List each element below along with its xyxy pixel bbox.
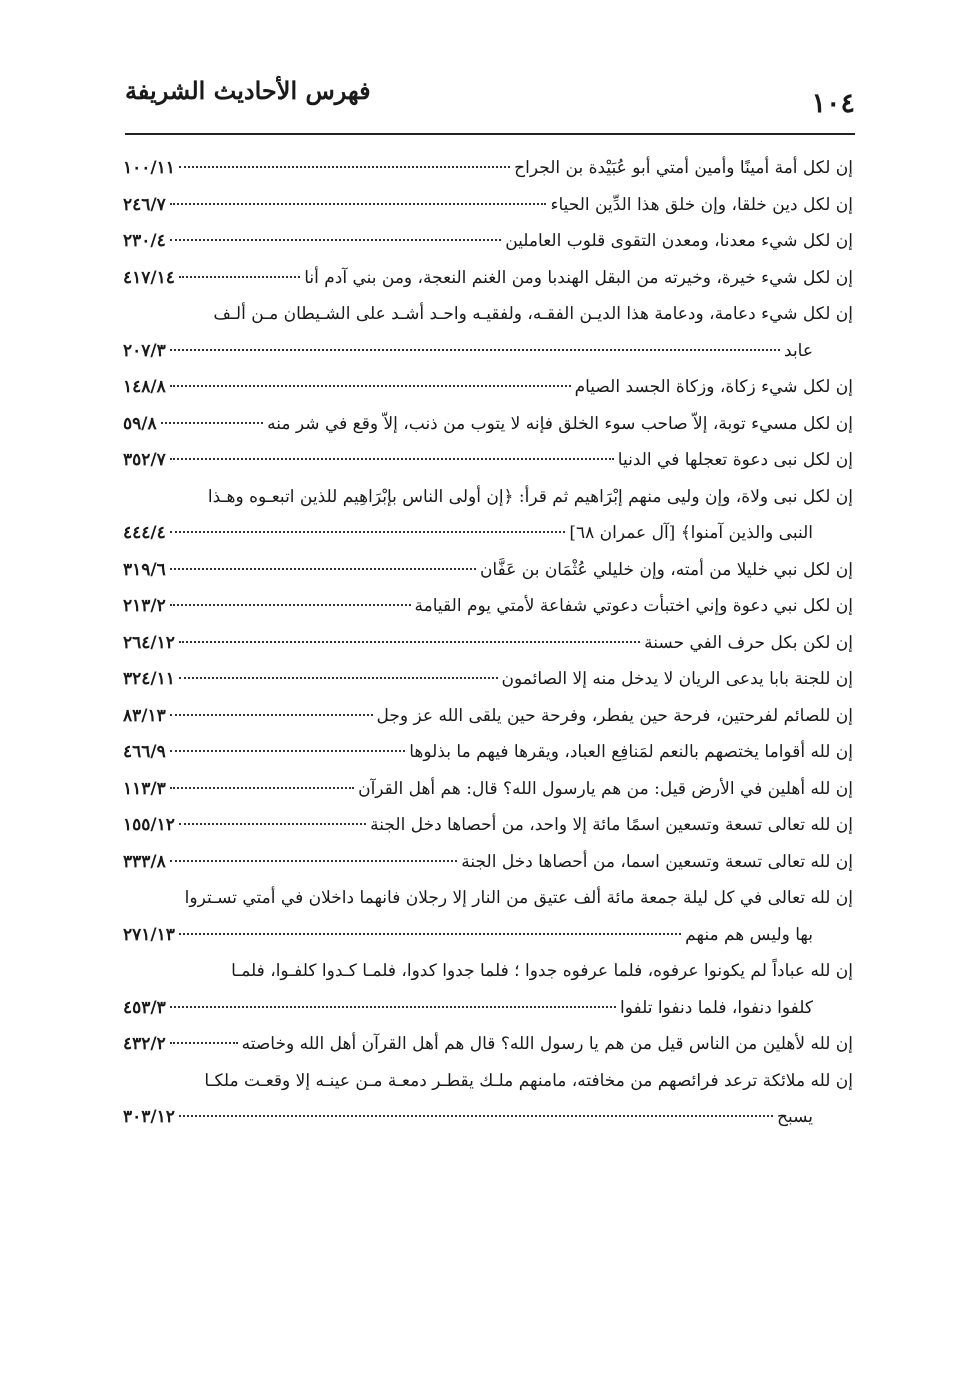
hadith-text: يسبح [776, 1107, 813, 1127]
index-entry [123, 771, 853, 808]
volume-page-reference: ٢٦٤/١٢ [123, 632, 175, 653]
entry-line [123, 698, 853, 735]
hadith-text: إن لله أقواما يختصهم بالنعم لمَنافِع العباد، ويقرها فيهم ما بذلوها [409, 742, 853, 762]
entry-line [123, 406, 853, 443]
page-number: ١٠٤ [811, 88, 855, 119]
entry-line [123, 223, 853, 260]
hadith-text: إن لله لأهلين من الناس قيل من هم يا رسول الله؟ قال هم أهل القرآن أهل الله وخاصته [241, 1034, 853, 1054]
leader-dots [161, 422, 264, 424]
volume-page-reference: ٢٠٧/٣ [123, 340, 166, 361]
index-entry [123, 479, 853, 552]
leader-dots [179, 641, 640, 643]
hadith-text: إن لكل شيء دعامة، ودعامة هذا الديـن الفقـه، ولفقيـه واحـد أشـد على الشـيطان مـن ألـف [213, 304, 853, 324]
volume-page-reference: ٣٢٤/١١ [123, 669, 175, 689]
volume-page-reference: ٣٠٣/١٢ [123, 1107, 175, 1127]
hadith-text: إن للصائم لفرحتين، فرحة حين يفطر، وفرحة حين يلقى الله عز وجل [376, 705, 853, 726]
entry-line [123, 187, 853, 224]
index-entry [123, 406, 853, 443]
leader-dots [170, 531, 566, 533]
entry-continuation-line [123, 990, 853, 1027]
hadith-text: إن لكل نبى ولاة، وإن وليى منهم إبْرَاهيم ثم قرأ: ﴿إن أولى الناس بإبْرَاهِيم للذين اتبعـوه وهـذا [207, 486, 853, 507]
entry-line [123, 953, 853, 990]
entry-line [123, 1026, 853, 1063]
index-entry [123, 698, 853, 735]
index-entry [123, 187, 853, 224]
index-entry [123, 369, 853, 406]
hadith-text: إن لكل نبي خليلا من أمته، وإن خليلي عُثْمَان بن عَفَّان [479, 559, 853, 580]
index-entry [123, 150, 853, 187]
leader-dots [170, 349, 780, 351]
leader-dots [170, 787, 354, 789]
hadith-text: إن لكل أمة أمينًا وأمين أمتي أبو عُبَيْدة بن الجراح [514, 158, 853, 178]
hadith-text: عابد [784, 340, 813, 361]
hadith-text: إن لكل مسيء توبة، إلاّ صاحب سوء الخلق فإنه لا يتوب من ذنب، إلاّ وقع في شر منه [267, 413, 853, 434]
leader-dots [179, 1115, 773, 1117]
hadith-text: إن لكل شيء زكاة، وزكاة الجسد الصيام [574, 377, 853, 397]
hadith-text: إن للجنة بابا يدعى الريان لا يدخل منه إلا الصائمون [501, 669, 853, 689]
hadith-text: إن لله تعالى في كل ليلة جمعة مائة ألف عتيق من النار إلا رجلان فانهما داخلان في أمتي تسـتروا [184, 888, 853, 908]
entry-continuation-line [123, 917, 853, 954]
index-entry [123, 1026, 853, 1063]
hadith-text: إن لله تعالى تسعة وتسعين اسمًا مائة إلا واحد، من أحصاها دخل الجنة [370, 815, 853, 835]
hadith-text: بها وليس هم منهم [685, 924, 813, 945]
volume-page-reference: ٣٥٢/٧ [123, 450, 166, 470]
leader-dots [170, 1042, 238, 1044]
volume-page-reference: ١٥٥/١٢ [123, 815, 175, 835]
index-entry [123, 807, 853, 844]
hadith-text: إن لكن بكل حرف الفي حسنة [644, 632, 853, 653]
volume-page-reference: ٢٣٠/٤ [123, 231, 166, 251]
leader-dots [170, 458, 614, 460]
entry-line [123, 442, 853, 479]
entry-line [123, 552, 853, 589]
leader-dots [170, 203, 547, 205]
volume-page-reference: ٤٦٦/٩ [123, 742, 166, 762]
leader-dots [179, 933, 681, 935]
leader-dots [179, 823, 366, 825]
leader-dots [179, 677, 498, 679]
hadith-text: النبى والذين آمنوا﴾ [آل عمران ٦٨] [569, 523, 813, 543]
index-entry [123, 223, 853, 260]
index-entry [123, 260, 853, 297]
volume-page-reference: ٢١٣/٢ [123, 596, 166, 616]
index-entry [123, 844, 853, 881]
hadith-index-list [123, 150, 853, 1136]
leader-dots [179, 166, 510, 168]
entry-line [123, 260, 853, 297]
entry-line [123, 479, 853, 516]
index-entry [123, 1063, 853, 1136]
leader-dots [170, 385, 571, 387]
volume-page-reference: ٤١٧/١٤ [123, 267, 175, 288]
hadith-text: إن لله ملائكة ترعد فرائصهم من مخافته، مامنهم ملـك يقطـر دمعـة مـن عينـه إلا وقعـت ملكـا [204, 1070, 853, 1091]
page-header [125, 70, 855, 122]
leader-dots [170, 604, 411, 606]
index-entry [123, 661, 853, 698]
entry-line [123, 844, 853, 881]
entry-line [123, 771, 853, 808]
volume-page-reference: ٢٤٦/٧ [123, 194, 166, 215]
volume-page-reference: ١٤٨/٨ [123, 377, 166, 397]
header-rule [125, 133, 855, 135]
leader-dots [179, 276, 300, 278]
entry-line [123, 296, 853, 333]
hadith-text: إن لكل دين خلقا، وإن خلق هذا الدِّين الحياء [550, 194, 853, 215]
index-entry [123, 625, 853, 662]
entry-continuation-line [123, 333, 853, 370]
entry-line [123, 807, 853, 844]
hadith-text: إن لكل نبى دعوة تعجلها في الدنيا [617, 450, 853, 470]
index-entry [123, 442, 853, 479]
entry-line [123, 880, 853, 917]
leader-dots [170, 568, 476, 570]
volume-page-reference: ٤٥٣/٣ [123, 997, 166, 1018]
entry-line [123, 369, 853, 406]
index-entry [123, 880, 853, 953]
volume-page-reference: ٢٧١/١٣ [123, 924, 175, 945]
index-entry [123, 296, 853, 369]
hadith-text: إن لكل شيء معدنا، ومعدن التقوى قلوب العاملين [505, 231, 853, 251]
volume-page-reference: ١٠٠/١١ [123, 158, 175, 178]
volume-page-reference: ٣٣٣/٨ [123, 851, 166, 872]
entry-continuation-line [123, 515, 853, 552]
hadith-text: إن لله عباداً لم يكونوا عرفوه، فلما عرفوه جدوا ؛ فلما جدوا كدوا، فلمـا كـدوا كلفـوا، فلمـا [231, 961, 853, 981]
leader-dots [170, 750, 406, 752]
leader-dots [170, 860, 458, 862]
hadith-text: إن لله تعالى تسعة وتسعين اسما، من أحصاها دخل الجنة [461, 851, 853, 872]
leader-dots [170, 714, 373, 716]
hadith-text: كلفوا دنفوا، فلما دنفوا تلفوا [620, 997, 813, 1018]
volume-page-reference: ٤٤٤/٤ [123, 523, 166, 543]
entry-line [123, 625, 853, 662]
leader-dots [170, 239, 501, 241]
leader-dots [170, 1006, 616, 1008]
hadith-text: إن لله أهلين في الأرض قيل: من هم يارسول الله؟ قال: هم أهل القرآن [358, 778, 853, 799]
volume-page-reference: ٣١٩/٦ [123, 559, 166, 580]
entry-line [123, 734, 853, 771]
hadith-text: إن لكل شيء خيرة، وخيرته من البقل الهندبا ومن الغنم النعجة، ومن بني آدم أنا [304, 267, 853, 288]
index-entry [123, 734, 853, 771]
hadith-text: إن لكل نبي دعوة وإني اختبأت دعوتي شفاعة لأمتي يوم القيامة [414, 596, 853, 616]
running-title: فهرس الأحاديث الشريفة [125, 76, 371, 105]
index-entry [123, 953, 853, 1026]
volume-page-reference: ٨٣/١٣ [123, 705, 166, 726]
entry-line [123, 1063, 853, 1100]
index-entry [123, 588, 853, 625]
volume-page-reference: ١١٣/٣ [123, 778, 166, 799]
index-entry [123, 552, 853, 589]
entry-continuation-line [123, 1099, 853, 1136]
entry-line [123, 588, 853, 625]
entry-line [123, 661, 853, 698]
volume-page-reference: ٥٩/٨ [123, 413, 157, 434]
volume-page-reference: ٤٣٢/٢ [123, 1034, 166, 1054]
entry-line [123, 150, 853, 187]
